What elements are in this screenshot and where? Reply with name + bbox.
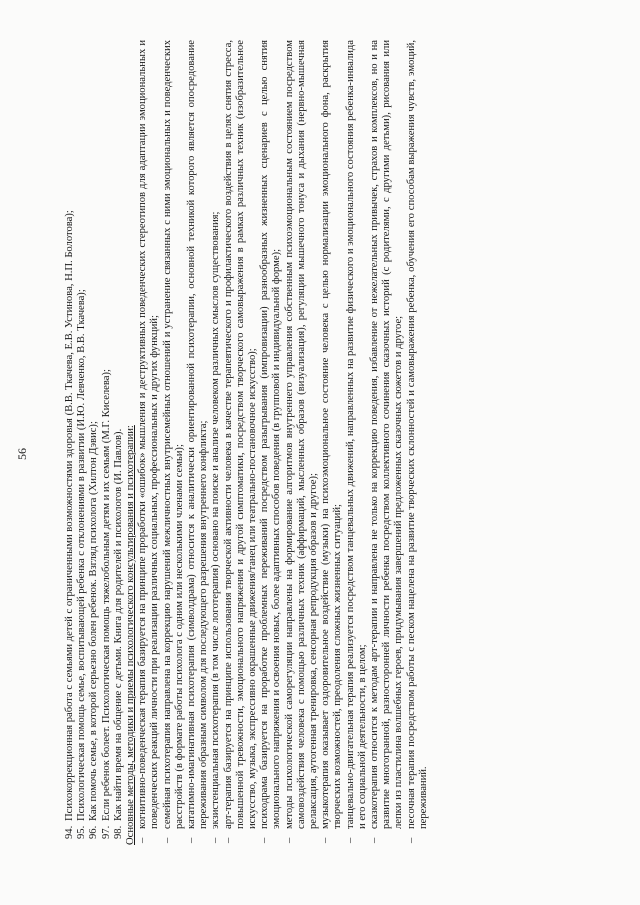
numbered-references — [64, 40, 125, 845]
dash-marker: – — [222, 837, 234, 843]
method-item — [186, 40, 210, 845]
reference-number: 96. — [88, 825, 100, 839]
reference-text: Психокоррекционная работа с семьями детей с ограниченными возможностями здоровья (В.В. Ткачева, Е.В. Устинова, Н.П. Болотова); — [64, 210, 75, 821]
method-item — [369, 40, 406, 845]
reference-item — [64, 40, 76, 845]
dash-marker: – — [137, 837, 149, 843]
reference-number: 98. — [112, 825, 124, 839]
method-item — [345, 40, 369, 845]
method-item — [137, 40, 161, 845]
methods-list — [137, 40, 430, 845]
dash-marker: – — [369, 837, 381, 843]
reference-item — [88, 40, 100, 845]
method-text: песочная терапия посредством работы с песком нацелена на развитие творческих склонностей и самовыражения ребенка, обучения его способам выражения чувств, эмоций, переживаний. — [405, 40, 429, 829]
method-text: сказкотерапия относится к методам арт-терапии и направлена не только на коррекцию поведения, избавление от нежелательных привычек, страхов и комплексов, но и на развитие многогранной, разносторонней личности ребенка посредством коллективного сочинения сказочных историй (с родителями, с другими детьми), рисования или лепки из пластилина волшебных героев, придумывания завершений предложенных сказочных сюжетов и другое; — [369, 40, 405, 829]
method-item — [162, 40, 186, 845]
reference-text: Если ребенок болеет. Психологическая помощь тяжелобольным детям и их семьям (М.Г. Киселева); — [100, 369, 112, 821]
method-text: музыкотерапия оказывает оздоровительное воздействие (музыки) на психоэмоциональное состояние человека с целью нормализации эмоционального фона, раскрытия творческих возможностей, преодоления сложных жизненных ситуаций; — [320, 40, 344, 829]
method-text: арт-терапия базируется на принципе использования творческой активности человека в качестве терапевтического и профилактического воздействия в целях снятия стресса, повышенной тревожности, эмоционального напряжения и другой симптоматики, посредством творческого самовыражения в рамках различных техник (изобразительное искусство, музыка, экспрессивно окрашенные движения/танец или театрально-постановочное искусство); — [222, 40, 259, 829]
reference-item — [101, 40, 113, 845]
method-item — [284, 40, 321, 845]
page-number: 56 — [15, 448, 29, 460]
reference-item — [113, 40, 125, 845]
reference-number: 95. — [76, 825, 88, 839]
method-item — [406, 40, 430, 845]
method-item — [259, 40, 283, 845]
dash-marker: – — [283, 837, 295, 843]
reference-text: Как помочь семье, в которой серьезно болен ребенок. Взгляд психолога (Хилтон Дэвис); — [88, 421, 100, 821]
method-text: кататимно-имагинативная психотерапия (символдрама) относится к аналитически ориентированной психотерапии, основной техникой которого является опосредование переживания образным символом для последующего разрешения внутреннего конфликта; — [186, 40, 210, 829]
dash-marker: – — [161, 837, 173, 843]
reference-item — [76, 40, 88, 845]
dash-marker: – — [405, 837, 417, 843]
method-text: танцевально-двигательная терапия реализуется посредством танцевальных движений, направленных на развитие физического и эмоционального состояния ребенка-инвалида и его социальной деятельности, в целом; — [344, 40, 368, 829]
section-title: Основные методы, методики и приемы психологического консультирования и психотерапии: — [125, 425, 137, 845]
reference-text: Как найти время на общение с детьми. Книга для родителей и психологов (И. Павлов). — [112, 428, 124, 821]
method-item — [320, 40, 344, 845]
dash-marker: – — [259, 837, 271, 843]
method-item — [223, 40, 260, 845]
reference-number: 94. — [64, 825, 75, 839]
dash-marker: – — [186, 837, 198, 843]
method-text: семейная психотерапия направлена на коррекцию нарушений межличностных внутрисемейных отношений и устранение связанных с ними эмоциональных и поведенческих расстройств (в формате работы психолога с одним или несколькими членами семьи); — [161, 40, 185, 829]
dash-marker: – — [210, 837, 222, 843]
method-item — [210, 40, 222, 845]
method-text: методы психологической саморегуляции направлены на формирование алгоритмов внутреннего управления собственным психоэмоциональным состоянием посредством самовоздействия человека с помощью различных техник (аффирмаций, мысленных образов (визуализация), регуляции мышечного тонуса и дыхания (нервно-мышечная релаксация, аутогенная тренировка, сенсорная репродукция образов и другое); — [283, 40, 320, 829]
method-text: экзистенциальная психотерапия (в том числе логотерапия) основано на поиске и анализе человеком различных смыслов существования; — [210, 211, 222, 829]
method-text: когнитивно-поведенческая терапия базируется на принципе проработки «ошибок» мышления и деструктивных поведенческих стереотипов для адаптации эмоциональных и поведенческих реакций личности при реализации различных социальных, профессиональных и других функций; — [137, 40, 161, 829]
reference-number: 97. — [100, 825, 112, 839]
dash-marker: – — [344, 837, 356, 843]
reference-text: Психологическая помощь семье, воспитывающей ребенка с отклонениями в развитии (И.Ю. Левченко, В.В. Ткачева); — [76, 289, 88, 821]
page-body — [64, 40, 430, 845]
dash-marker: – — [320, 837, 332, 843]
method-text: психодрама базируется на проработке проблемных переживаний посредством разыгрывания (импровизации) разнообразных жизненных сценариев с целью снятия эмоционального напряжения и освоения новых, более адаптивных способов поведения (в групповой и индивидуальной форме); — [259, 40, 283, 829]
